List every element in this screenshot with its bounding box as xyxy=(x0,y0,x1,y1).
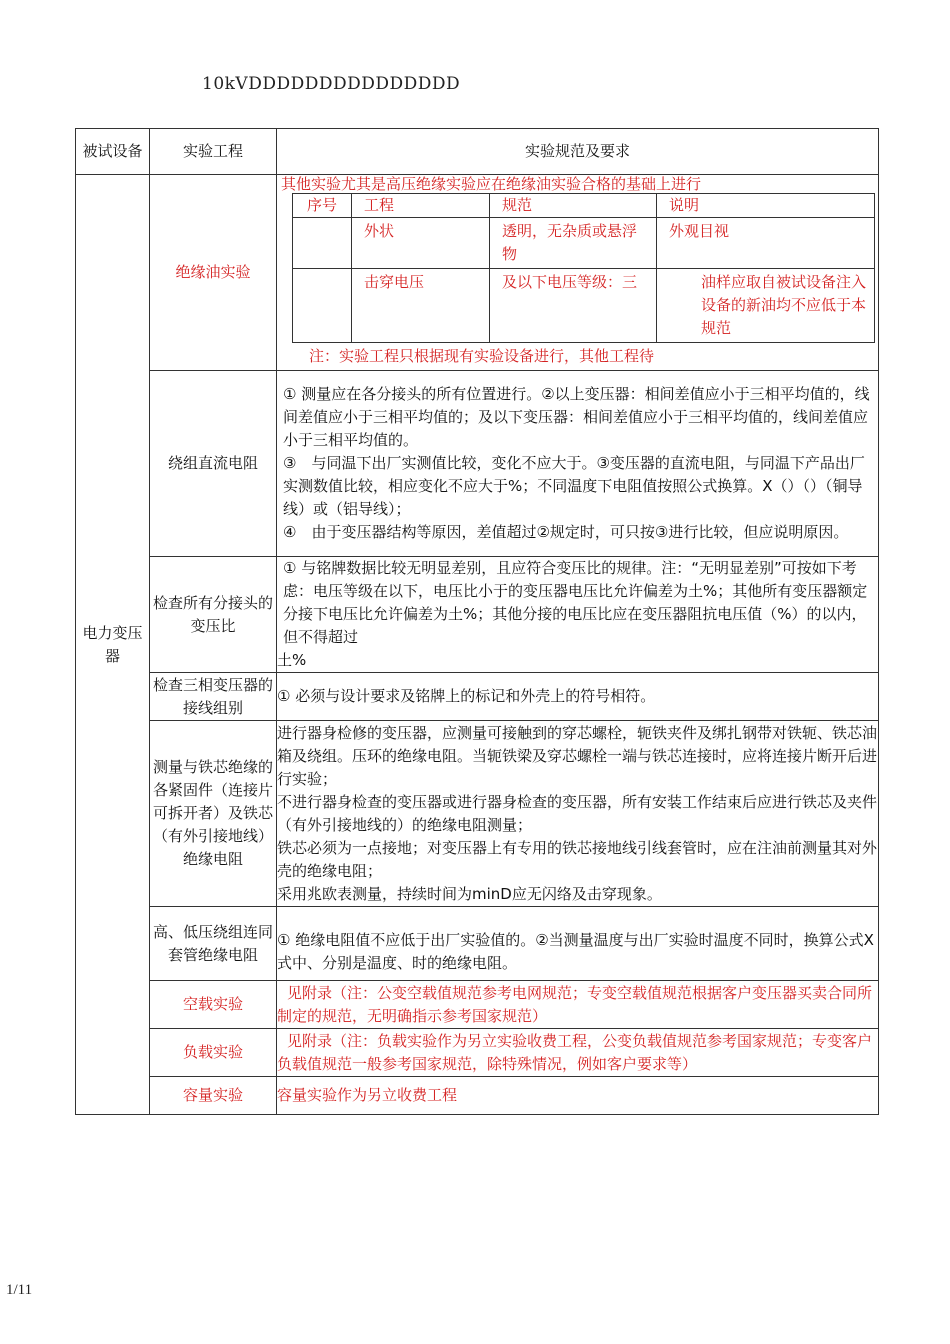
table-row xyxy=(76,907,879,981)
table-row xyxy=(76,673,879,721)
table-row xyxy=(76,981,879,1029)
header-device: 被试设备 xyxy=(76,129,150,175)
oil-row-desc: 油样应取自被试设备注入设备的新油均不应低于本规范 xyxy=(657,269,875,343)
page-number: 1/11 xyxy=(6,1282,33,1298)
requirement-line: 进行器身检修的变压器，应测量可接触到的穿芯螺栓，轭铁夹件及绑扎钢带对铁轭、铁芯油箱及绕组。压环的绝缘电阻。当轭铁梁及穿芯螺栓一端与铁芯连接时，应将连接片断开后进行实验； xyxy=(277,723,878,788)
table-row xyxy=(76,175,879,371)
requirements-load: 见附录（注：负载实验作为另立实验收费工程，公变负载值规范参考国家规范；专变客户负载值规范一般参考国家规范，除特殊情况，例如客户要求等） xyxy=(277,1029,879,1077)
test-item-winding-dc: 绕组直流电阻 xyxy=(150,371,277,557)
oil-spec-table xyxy=(292,193,875,343)
requirement-line: ④ 由于变压器结构等原因，差值超过②规定时，可只按③进行比较，但应说明原因。 xyxy=(283,523,849,541)
oil-row-item: 击穿电压 xyxy=(352,269,490,343)
oil-col-desc: 说明 xyxy=(657,194,875,218)
oil-row-no xyxy=(293,269,352,343)
oil-table-row xyxy=(293,218,875,269)
requirements-winding-insulation: ① 绝缘电阻值不应低于出厂实验值的。②当测量温度与出厂实验时温度不同时，换算公式X式中、分别是温度、时的绝缘电阻。 xyxy=(277,907,879,981)
table-row xyxy=(76,557,879,673)
requirement-line: ① 与铭牌数据比较无明显差别，且应符合变压比的规律。注：“无明显差别”可按如下考虑：电压等级在以下，电压比小于的变压器电压比允许偏差为土%；其他所有变压器额定分接下电压比允许偏差为土%；其他分接的电压比应在变压器阻抗电压值（%）的以内，但不得超过 xyxy=(283,559,868,646)
table-header-row xyxy=(76,129,879,175)
oil-row-spec: 透明，无杂质或悬浮物 xyxy=(490,218,657,269)
oil-note-top: 其他实验尤其是高压绝缘实验应在绝缘油实验合格的基础上进行 xyxy=(281,175,702,193)
requirement-line: ③ 与同温下出厂实测值比较，变化不应大于。③变压器的直流电阻，与同温下产品出厂实测数值比较，相应变化不应大于%；不同温度下电阻值按照公式换算。X（）（）（铜导线）或（铝导线）； xyxy=(283,454,865,518)
requirements-wiring-group: ① 必须与设计要求及铭牌上的标记和外壳上的符号相符。 xyxy=(277,673,879,721)
oil-row-spec: 及以下电压等级：三 xyxy=(490,269,657,343)
requirements-winding-dc xyxy=(277,371,879,557)
requirement-line: 不进行器身检查的变压器或进行器身检查的变压器，所有安装工作结束后应进行铁芯及夹件（有外引接地线的）的绝缘电阻测量； xyxy=(277,792,878,834)
table-row xyxy=(76,721,879,907)
oil-col-spec: 规范 xyxy=(490,194,657,218)
test-item-wiring-group: 检查三相变压器的接线组别 xyxy=(150,673,277,721)
test-item-load: 负载实验 xyxy=(150,1029,277,1077)
oil-col-no: 序号 xyxy=(293,194,352,218)
test-item-no-load: 空载实验 xyxy=(150,981,277,1029)
test-item-oil: 绝缘油实验 xyxy=(150,175,277,371)
table-row xyxy=(76,371,879,557)
oil-row-desc: 外观目视 xyxy=(657,218,875,269)
table-row xyxy=(76,1029,879,1077)
requirements-capacity: 容量实验作为另立收费工程 xyxy=(277,1077,879,1115)
test-item-capacity: 容量实验 xyxy=(150,1077,277,1115)
requirements-core-insulation xyxy=(277,721,879,907)
requirement-line: ① 测量应在各分接头的所有位置进行。②以上变压器：相间差值应小于三相平均值的，线间差值应小于三相平均值的；及以下变压器：相间差值应小于三相平均值的，线间差值应小于三相平均值的。 xyxy=(283,385,870,449)
document-title: 10kVDDDDDDDDDDDDDDD xyxy=(202,74,461,94)
device-name: 电力变压器 xyxy=(76,175,150,1115)
header-test-item: 实验工程 xyxy=(150,129,277,175)
table-row xyxy=(76,1077,879,1115)
test-item-winding-insulation: 高、低压绕组连同套管绝缘电阻 xyxy=(150,907,277,981)
oil-note-bottom: 注：实验工程只根据现有实验设备进行，其他工程待 xyxy=(309,347,655,365)
requirements-no-load: 见附录（注：公变空载值规范参考电网规范；专变空载值规范根据客户变压器买卖合同所制定的规范，无明确指示参考国家规范） xyxy=(277,981,879,1029)
test-item-tap-ratio: 检查所有分接头的变压比 xyxy=(150,557,277,673)
oil-table-row xyxy=(293,269,875,343)
requirement-line: 铁芯必须为一点接地；对变压器上有专用的铁芯接地线引线套管时，应在注油前测量其对外壳的绝缘电阻； xyxy=(277,838,878,880)
oil-row-item: 外状 xyxy=(352,218,490,269)
header-requirements: 实验规范及要求 xyxy=(277,129,879,175)
oil-row-no xyxy=(293,218,352,269)
requirement-line: 土% xyxy=(277,651,307,669)
oil-table-header xyxy=(293,194,875,218)
oil-col-item: 工程 xyxy=(352,194,490,218)
oil-requirements-cell xyxy=(277,175,879,371)
requirement-line: 采用兆欧表测量，持续时间为minD应无闪络及击穿现象。 xyxy=(277,884,662,903)
requirements-tap-ratio xyxy=(277,557,879,673)
test-specification-table xyxy=(75,128,879,1115)
test-item-core-insulation: 测量与铁芯绝缘的各紧固件（连接片可拆开者）及铁芯（有外引接地线）绝缘电阻 xyxy=(150,721,277,907)
